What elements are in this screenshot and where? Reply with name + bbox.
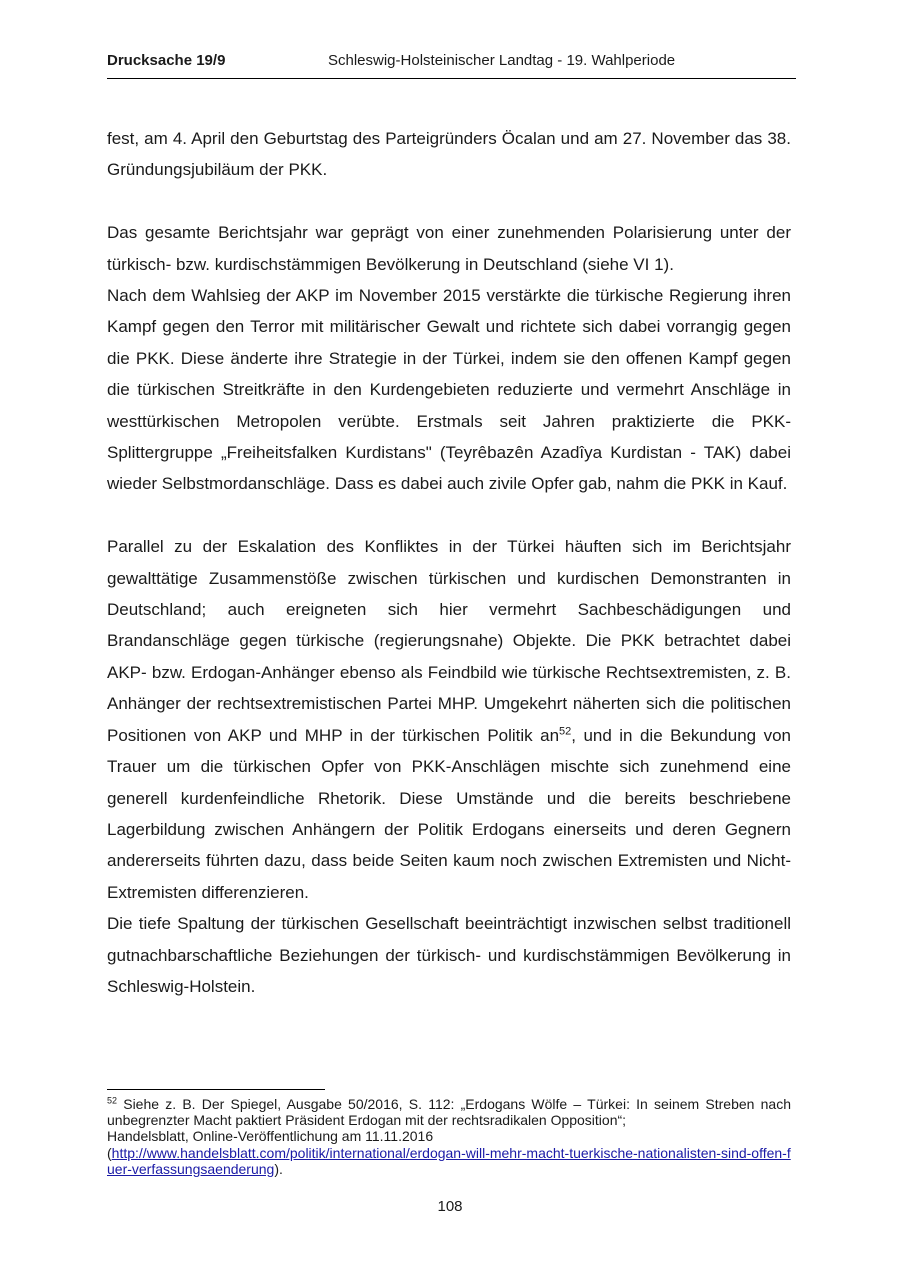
document-number: Drucksache 19/9 bbox=[107, 52, 226, 69]
footnote-text-1: Siehe z. B. Der Spiegel, Ausgabe 50/2016, S. 112: „Erdogans Wölfe – Türkei: In seinem Streben nach unbegrenzter Macht paktiert Präsident Erdogan mit der rechtsradikalen Opposition“; bbox=[107, 1096, 791, 1129]
footnote-reference[interactable]: 52 bbox=[559, 725, 572, 738]
footnote-close: ). bbox=[274, 1160, 283, 1177]
paragraph-5: Die tiefe Spaltung der türkischen Gesellschaft beeinträchtigt inzwischen selbst traditionell gutnachbarschaftliche Beziehungen der türkisch- und kurdischstämmigen Bevölkerung in Schleswig-Holstein. bbox=[107, 914, 791, 996]
body-text bbox=[107, 123, 791, 1002]
footnote-text-2: Handelsblatt, Online-Veröffentlichung am 11.11.2016 bbox=[107, 1128, 434, 1145]
paragraph-2: Das gesamte Berichtsjahr war geprägt von einer zunehmenden Polarisierung unter der türkisch- bzw. kurdischstämmigen Bevölkerung in Deutschland (siehe VI 1). bbox=[107, 223, 791, 274]
parliament-title: Schleswig-Holsteinischer Landtag - 19. Wahlperiode bbox=[328, 52, 676, 69]
footnote-line-1 bbox=[107, 1096, 791, 1128]
footnote bbox=[107, 1096, 791, 1177]
footnote-link[interactable]: http://www.handelsblatt.com/politik/international/erdogan-will-mehr-macht-tuerkische-nationalisten-sind-offen-fuer-verfassungsaenderung bbox=[107, 1144, 791, 1177]
page-header bbox=[107, 52, 796, 79]
footnote-separator bbox=[107, 1089, 325, 1090]
page-number: 108 bbox=[437, 1198, 463, 1215]
paragraph-4 bbox=[107, 531, 791, 908]
footnote-number: 52 bbox=[107, 1095, 118, 1106]
footnote-open-paren: ( bbox=[107, 1144, 112, 1161]
paragraph-4-part-1: Parallel zu der Eskalation des Konfliktes in der Türkei häuften sich im Berichtsjahr gewalttätige Zusammenstöße zwischen türkischen und kurdischen Demonstranten in Deutschland; auch ereigneten sich hier vermehrt Sachbeschädigungen und Brandanschläge gegen türkische (regierungsnahe) Objekte. Die PKK betrachtet dabei AKP- bzw. Erdogan-Anhänger ebenso als Feindbild wie türkische Rechtsextremisten, z. B. Anhänger der rechtsextremistischen Partei MHP. Umgekehrt näherten sich die politischen Positionen von AKP und MHP in der türkischen Politik an bbox=[107, 537, 791, 745]
paragraph-1: fest, am 4. April den Geburtstag des Parteigründers Öcalan und am 27. November das 38. Gründungsjubiläum der PKK. bbox=[107, 129, 791, 180]
footnote-line-2 bbox=[107, 1128, 791, 1144]
paragraph-3: Nach dem Wahlsieg der AKP im November 2015 verstärkte die türkische Regierung ihren Kampf gegen den Terror mit militärischer Gewalt und richtete sich dabei vorrangig gegen die PKK. Diese änderte ihre Strategie in der Türkei, indem sie den offenen Kampf gegen die türkischen Streitkräfte in den Kurdengebieten reduzierte und vermehrt Anschläge in westtürkischen Metropolen verübte. Erstmals seit Jahren praktizierte die PKK-Splittergruppe „Freiheitsfalken Kurdistans" (Teyrêbazên Azadîya Kurdistan - TAK) dabei wieder Selbstmordanschläge. Dass es dabei auch zivile Opfer gab, nahm die PKK in Kauf. bbox=[107, 286, 791, 494]
footnote-line-3 bbox=[107, 1145, 791, 1177]
paragraph-4-part-2: , und in die Bekundung von Trauer um die türkischen Opfer von PKK-Anschlägen mischte sich zunehmend eine generell kurdenfeindliche Rhetorik. Diese Umstände und die bereits beschriebene Lagerbildung zwischen Anhängern der Politik Erdogans einerseits und deren Gegnern andererseits führten dazu, dass beide Seiten kaum noch zwischen Extremisten und Nicht-Extremisten differenzieren. bbox=[107, 725, 791, 902]
